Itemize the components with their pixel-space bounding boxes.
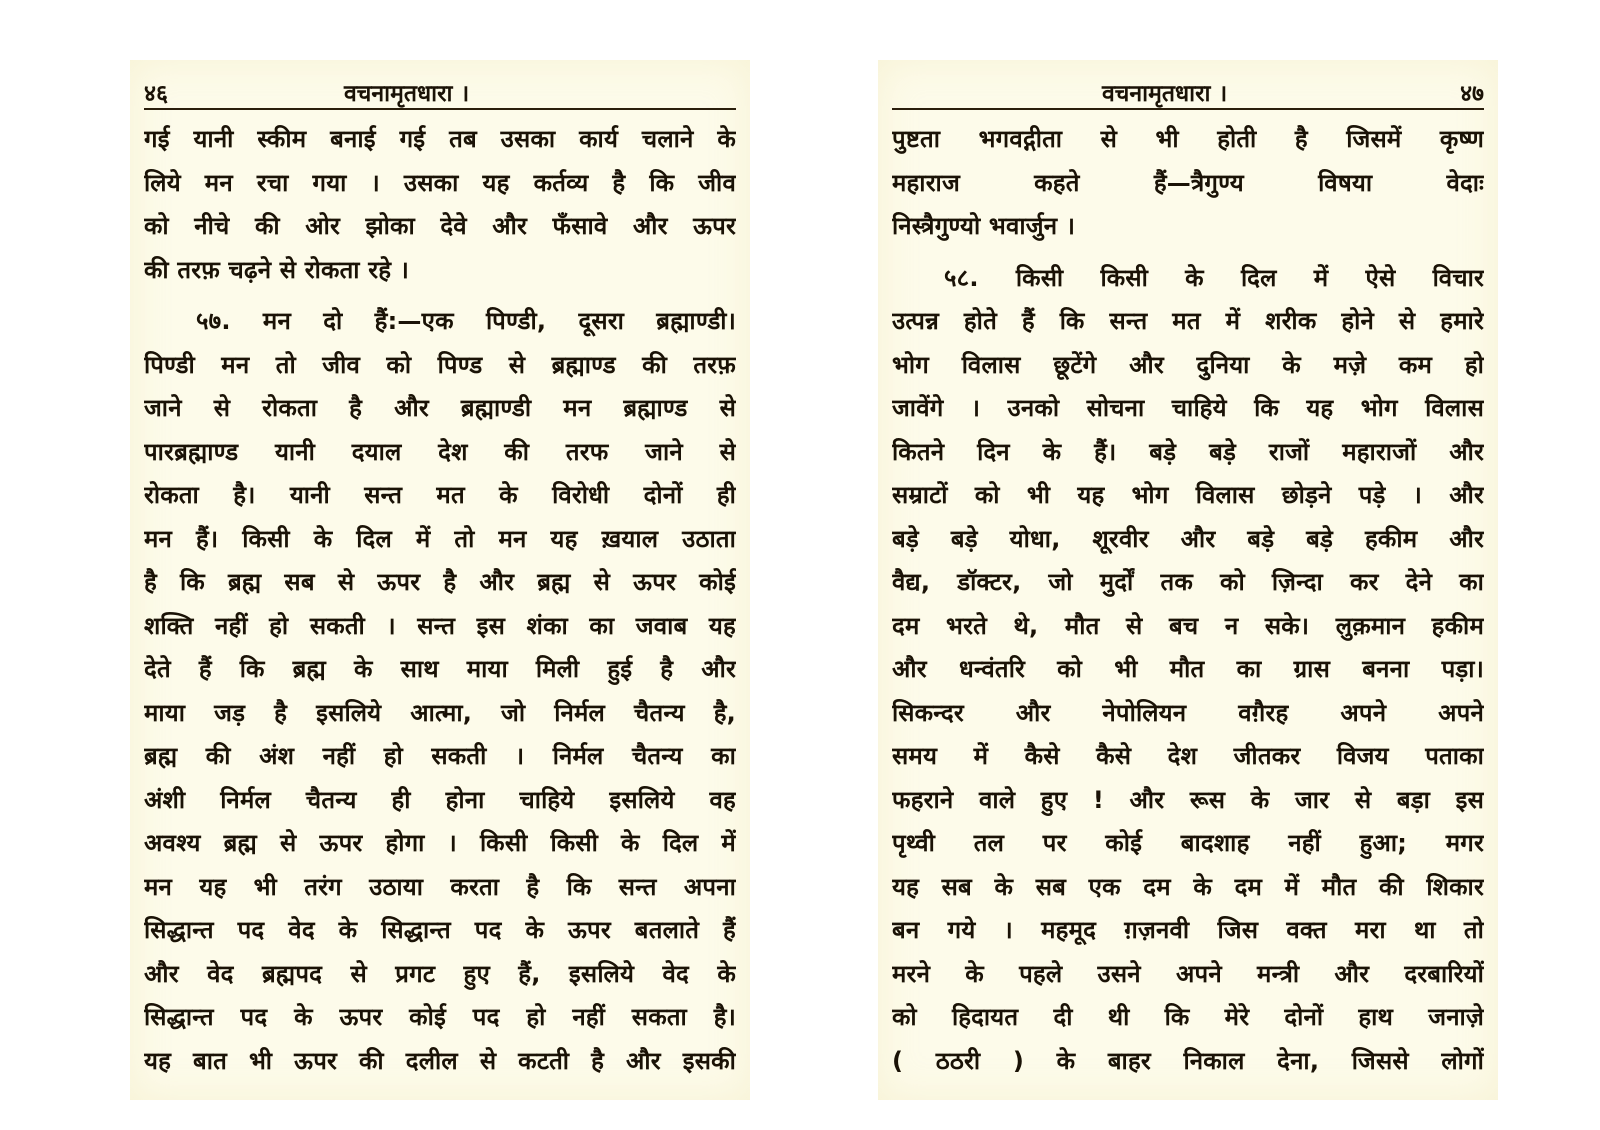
paragraph-58-start: ५८. किसी किसी के दिल में ऐसे विचार: [944, 263, 1484, 292]
text-line: ( ठठरी ) के बाहर निकाल देना, जिससे लोगों: [892, 1046, 1484, 1075]
text-line: वैद्य, डॉक्टर, जो मुर्दों तक को ज़िन्दा कर देने का: [892, 568, 1484, 596]
right-header-rule: [892, 108, 1484, 110]
right-page-header: [892, 72, 1484, 110]
paragraph-gap: [892, 249, 1484, 257]
text-line: को नीचे की ओर झोका देवे और फँसावे और ऊपर: [144, 212, 736, 240]
left-page: [130, 60, 750, 1100]
text-line: माया जड़ है इसलिये आत्मा, जो निर्मल चैतन्य है,: [144, 698, 736, 727]
text-line: और वेद ब्रह्मपद से प्रगट हुए हैं, इसलिये वेद के: [144, 959, 736, 988]
text-line: मरने के पहले उसने अपने मन्त्री और दरबारियों: [892, 959, 1484, 988]
text-line: अंशी निर्मल चैतन्य ही होना चाहिये इसलिये वह: [144, 785, 736, 814]
text-line: अवश्य ब्रह्म से ऊपर होगा । किसी किसी के दिल में: [144, 829, 736, 857]
text-line: लिये मन रचा गया । उसका यह कर्तव्य है कि जीव: [144, 168, 736, 197]
left-page-header: [144, 72, 736, 110]
text-line: को हिदायत दी थी कि मेरे दोनों हाथ जनाज़े: [892, 1003, 1484, 1031]
text-line: दम भरते थे, मौत से बच न सके। लुक़मान हकीम: [892, 611, 1484, 640]
left-page-number: ४६: [144, 81, 168, 107]
text-line: जावेंगे । उनको सोचना चाहिये कि यह भोग विलास: [892, 394, 1484, 422]
text-line: भोग विलास छूटेंगे और दुनिया के मज़े कम हो: [892, 350, 1484, 379]
right-page-body: [892, 118, 1484, 1083]
text-line: रोकता है। यानी सन्त मत के विरोधी दोनों ही: [144, 481, 736, 509]
text-line: समय में कैसे कैसे देश जीतकर विजय पताका: [892, 742, 1484, 770]
text-line: मन हैं। किसी के दिल में तो मन यह ख़याल उठाता: [144, 524, 736, 553]
text-line: कितने दिन के हैं। बड़े बड़े राजों महाराजों और: [892, 437, 1484, 466]
text-line: पुष्टता भगवद्गीता से भी होती है जिसमें कृष्ण: [892, 125, 1484, 153]
text-line: पिण्डी मन तो जीव को पिण्ड से ब्रह्माण्ड की तरफ़: [144, 350, 736, 379]
text-line: और धन्वंतरि को भी मौत का ग्रास बनना पड़ा।: [892, 655, 1484, 683]
text-line: पारब्रह्माण्ड यानी दयाल देश की तरफ जाने से: [144, 437, 736, 466]
text-line: बड़े बड़े योधा, शूरवीर और बड़े बड़े हकीम और: [892, 524, 1484, 553]
paragraph-57-start: ५७. मन दो हैं:—एक पिण्डी, दूसरा ब्रह्माण्डी।: [196, 307, 736, 335]
text-line: की तरफ़ चढ़ने से रोकता रहे ।: [144, 255, 410, 284]
text-line: जाने से रोकता है और ब्रह्माण्डी मन ब्रह्माण्ड से: [144, 394, 736, 422]
left-header-rule: [144, 108, 736, 110]
text-line: मन यह भी तरंग उठाया करता है कि सन्त अपना: [144, 872, 736, 901]
text-line: निस्त्रैगुण्यो भवार्जुन ।: [892, 212, 1076, 240]
text-line: सिद्धान्त पद वेद के सिद्धान्त पद के ऊपर बतलाते हैं: [144, 916, 736, 944]
text-line: फहराने वाले हुए ! और रूस के जार से बड़ा इस: [892, 785, 1484, 814]
text-line: यह सब के सब एक दम के दम में मौत की शिकार: [892, 872, 1484, 901]
text-line: सिकन्दर और नेपोलियन वग़ैरह अपने अपने: [892, 698, 1484, 727]
text-line: महाराज कहते हैं—त्रैगुण्य विषया वेदाः: [892, 168, 1484, 197]
text-line: उत्पन्न होते हैं कि सन्त मत में शरीक होने से हमारे: [892, 307, 1484, 335]
text-line: यह बात भी ऊपर की दलील से कटती है और इसकी: [144, 1046, 736, 1075]
text-line: पृथ्वी तल पर कोई बादशाह नहीं हुआ; मगर: [892, 829, 1484, 857]
paragraph-gap: [144, 292, 736, 300]
text-line: गई यानी स्कीम बनाई गई तब उसका कार्य चलाने के: [144, 125, 736, 153]
text-line: देते हैं कि ब्रह्म के साथ माया मिली हुई है और: [144, 655, 736, 683]
text-line: सम्राटों को भी यह भोग विलास छोड़ने पड़े । और: [892, 481, 1484, 509]
right-running-title: वचनामृतधारा ।: [1102, 81, 1228, 107]
text-line: है कि ब्रह्म सब से ऊपर है और ब्रह्म से ऊपर कोई: [144, 568, 736, 596]
text-line: बन गये । महमूद ग़ज़नवी जिस वक्त मरा था तो: [892, 916, 1484, 944]
text-line: सिद्धान्त पद के ऊपर कोई पद हो नहीं सकता है।: [144, 1003, 736, 1031]
left-page-body: [144, 118, 736, 1083]
right-page-number: ४७: [1460, 81, 1484, 107]
text-line: ब्रह्म की अंश नहीं हो सकती । निर्मल चैतन्य का: [144, 742, 736, 770]
text-line: शक्ति नहीं हो सकती । सन्त इस शंका का जवाब यह: [144, 611, 736, 640]
left-running-title: वचनामृतधारा ।: [344, 81, 470, 107]
right-page: [878, 60, 1498, 1100]
